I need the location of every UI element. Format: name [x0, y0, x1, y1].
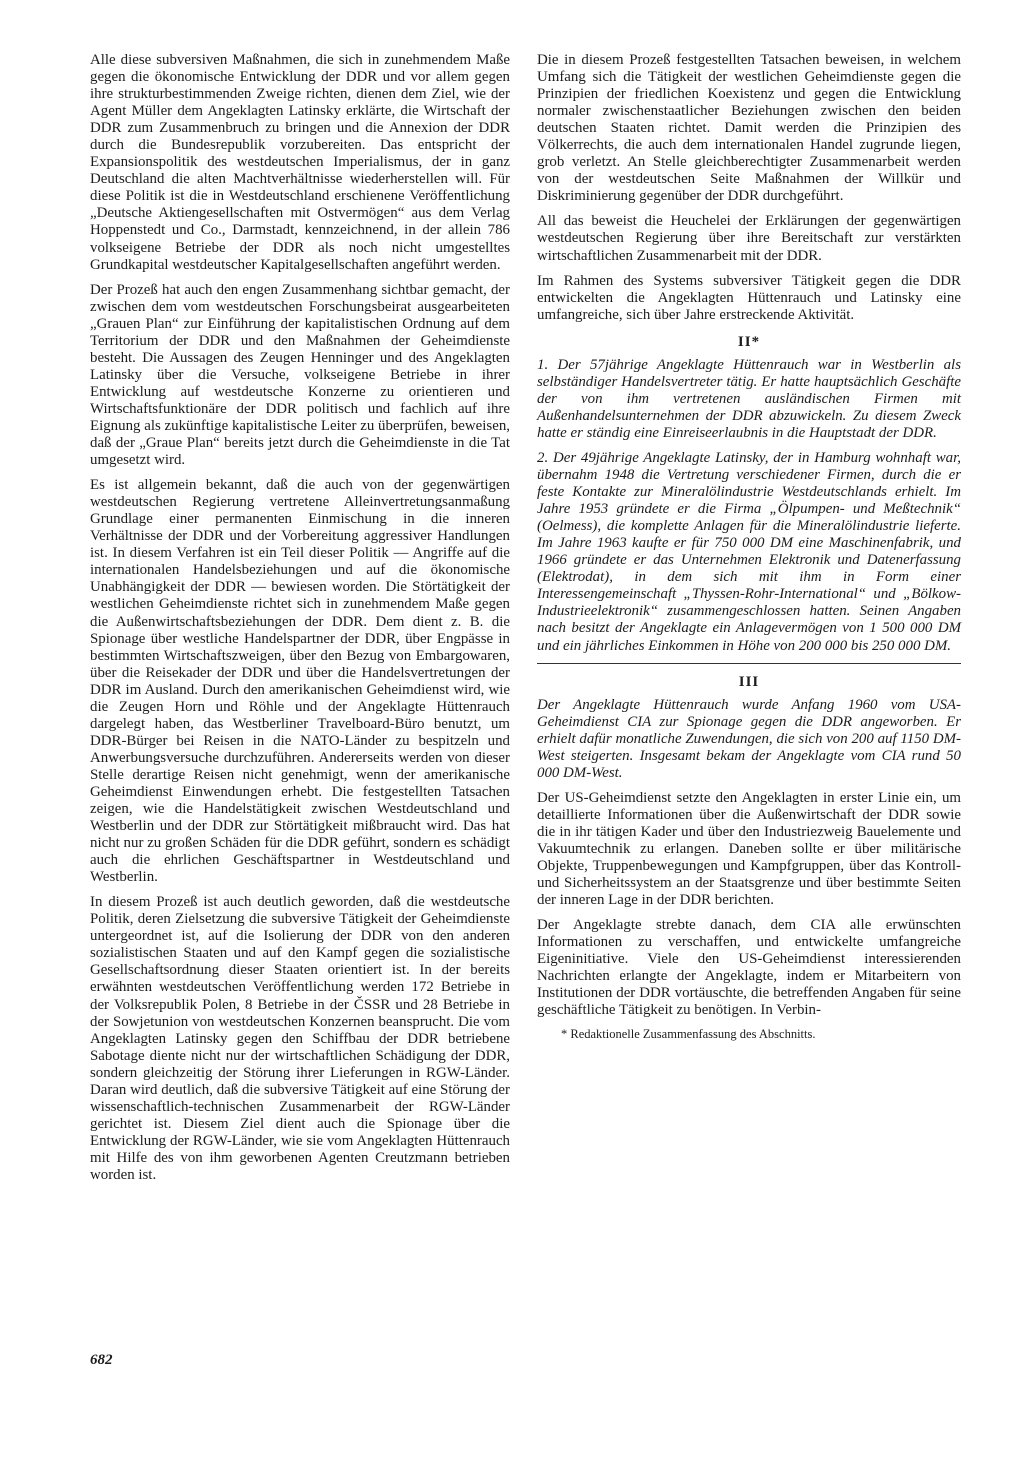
paragraph: Der Angeklagte strebte danach, dem CIA alle erwünschten Informationen zu verschaffen, und entwickelte umfangreiche Eigeninitiative. Viele den US-Geheimdienst interessierenden Nachrichten erlangte der Angeklagte, indem er Mitarbeitern von Institutionen der DDR vortäuschte, die betreffenden Angaben für seine geschäftliche Tätigkeit zu benötigen. In Verbin- — [537, 917, 961, 1019]
paragraph: All das beweist die Heuchelei der Erklärungen der gegenwärtigen westdeutschen Regierung über ihre Bereitschaft zur verstärkten wirtschaftlichen Zusammenarbeit mit der DDR. — [537, 213, 961, 264]
paragraph: Im Rahmen des Systems subversiver Tätigkeit gegen die DDR entwickelten die Angeklagten Hüttenrauch und Latinsky eine umfangreiche, sich über Jahre erstreckende Aktivität. — [537, 272, 961, 323]
section-heading-iii: III — [738, 673, 760, 690]
section-ii-item: 1. Der 57jährige Angeklagte Hüttenrauch war in Westberlin als selbständiger Handelsvertreter tätig. Er hatte hauptsächlich Geschäfte der von ihm vertretenen ausländischen Firmen mit Außenhandelsunternehmen der DDR abzuwickeln. Zu diesem Zweck hatte er ständig eine Einreiseerlaubnis in die Hauptstadt der DDR. — [537, 356, 961, 441]
footnote: * Redaktionelle Zusammenfassung des Abschnitts. — [561, 1027, 816, 1042]
section-ii-item: 2. Der 49jährige Angeklagte Latinsky, der in Hamburg wohnhaft war, übernahm 1948 die Vertretung verschiedener Firmen, durch die er feste Kontakte zur Mineralölindustrie Westdeutschlands erhielt. Im Jahre 1953 gründete er die Firma „Ölpumpen- und Meßtechnik“ (Oelmess), die komplette Anlagen für die Mineralölindustrie lieferte. Im Jahre 1963 kaufte er für 750 000 DM eine Maschinenfabrik, und 1966 gründete er das Unternehmen Elektronik und Datenerfassung (Elektrodat), in dem sich mit ihm in Form einer Interessengemeinschaft „Thyssen-Rohr-International“ und „Bölkow-Industrieelektronik“ zusammengeschlossen hatten. Seinen Angaben nach besitzt der Angeklagte ein Anlagevermögen von 1 500 000 DM und ein jährliches Einkommen in Höhe von 200 000 bis 250 000 DM. — [537, 449, 961, 654]
page-number: 682 — [90, 1352, 113, 1368]
paragraph: Es ist allgemein bekannt, daß die auch von der gegenwärtigen westdeutschen Regierung vertretene Alleinvertretungsanmaßung Grundlage einer permanenten Einmischung in die inneren Verhältnisse der DDR und der Vorbereitung aggressiver Handlungen ist. In diesem Verfahren ist ein Teil dieser Politik — Angriffe auf die internationalen Handelsbeziehungen und auf die ökonomische Unabhängigkeit der DDR — bewiesen worden. Die Störtätigkeit der westlichen Geheimdienste richtet sich in zunehmendem Maße gegen die Außenwirtschaftsbeziehungen der DDR. Dem dient z. B. die Spionage über westliche Handelspartner der DDR, über Engpässe in bestimmten Wirtschaftszweigen, über den Bezug von Embargowaren, über die Reisekader der DDR und über die Handelsvertretungen der DDR im Ausland. Durch den amerikanischen Geheimdienst wird, wie die Zeugen Horn und Röhle und der Angeklagte Hüttenrauch dargelegt haben, das Westberliner Travelboard-Büro benutzt, um DDR-Bürger bei Reisen in die NATO-Länder zu bespitzeln und Anwerbungsversuche durchzuführen. Andererseits werden von dieser Stelle derartige Reisen nicht genehmigt, wenn der amerikanische Geheimdienst Einwendungen erhebt. Die festgestellten Tatsachen zeigen, wie die Handelstätigkeit zwischen Westdeutschland und Westberlin und der DDR zur Störtätigkeit mißbraucht wird. Das hat nicht nur zu großen Schäden für die DDR geführt, sondern es schädigt auch die ehrlichen Geschäftspartner in Westdeutschland und Westberlin. — [90, 477, 510, 886]
section-heading-ii: II* — [737, 333, 761, 350]
paragraph: Die in diesem Prozeß festgestellten Tatsachen beweisen, in welchem Umfang sich die Tätigkeit der westlichen Geheimdienste gegen die Prinzipien der friedlichen Koexistenz und gegen die Entwicklung normaler zwischenstaatlicher Beziehungen zwischen den beiden deutschen Staaten richtet. Damit werden die Prinzipien des Völkerrechts, die auch dem internationalen Handel zugrunde liegen, grob verletzt. An Stelle gleichberechtigter Zusammenarbeit werden von der westdeutschen Seite Maßnahmen der Willkür und Diskriminierung gegenüber der DDR durchgeführt. — [537, 52, 961, 205]
section-divider — [537, 663, 961, 664]
paragraph: Der Prozeß hat auch den engen Zusammenhang sichtbar gemacht, der zwischen dem vom westdeutschen Forschungsbeirat ausgearbeiteten „Grauen Plan“ zur Einführung der kapitalistischen Ordnung auf dem Territorium der DDR und den Maßnahmen der Geheimdienste besteht. Die Aussagen des Zeugen Henninger und des Angeklagten Latinsky über die Versuche, volkseigene Betriebe in ihrer Entwicklung auf westdeutsche Konzerne zu orientieren und Wirtschaftsfunktionäre der DDR politisch und fachlich auf ihre Eignung als zukünftige kapitalistische Leiter zu überprüfen, beweisen, daß der „Graue Plan“ bereits jetzt durch die Geheimdienste in die Tat umgesetzt wird. — [90, 281, 510, 469]
section-iii-intro: Der Angeklagte Hüttenrauch wurde Anfang 1960 vom USA-Geheimdienst CIA zur Spionage gegen die DDR angeworben. Er erhielt dafür monatliche Zuwendungen, die sich von 200 auf 1150 DM-West steigerten. Insgesamt bekam der Angeklagte vom CIA rund 50 000 DM-West. — [537, 696, 961, 781]
left-column — [90, 52, 510, 1192]
paragraph: Der US-Geheimdienst setzte den Angeklagten in erster Linie ein, um detaillierte Informationen über die Außenwirtschaft der DDR sowie die in ihr tätigen Kader und über den Industriezweig Bauelemente und Vakuumtechnik zu erlangen. Daneben sollte er über militärische Objekte, Truppenbewegungen und Kampfgruppen, über das Kontroll- und Sicherheitssystem an der Staatsgrenze und über bestimmte Seiten der inneren Lage in der DDR berichten. — [537, 789, 961, 909]
paragraph: Alle diese subversiven Maßnahmen, die sich in zunehmendem Maße gegen die ökonomische Entwicklung der DDR und vor allem gegen ihre strukturbestimmenden Zweige richten, dienen dem Ziel, wie der Agent Müller dem Angeklagten Latinsky erklärte, die Wirtschaft der DDR zum Zusammenbruch zu bringen und die Annexion der DDR durch die Bundesrepublik vorzubereiten. Das entspricht der Expansionspolitik des westdeutschen Imperialismus, der in ganz Deutschland die alten Machtverhältnisse wiederherstellen will. Für diese Politik ist die in Westdeutschland erschienene Veröffentlichung „Deutsche Aktiengesellschaften mit Ostvermögen“ aus dem Verlag Hoppenstedt und Co., Darmstadt, kennzeichnend, in der allein 786 volkseigene Betriebe der DDR als noch nicht umgestelltes Grundkapital westdeutscher Kapitalgesellschaften angeführt werden. — [90, 52, 510, 273]
paragraph: In diesem Prozeß ist auch deutlich geworden, daß die westdeutsche Politik, deren Zielsetzung die subversive Tätigkeit der Geheimdienste untergeordnet ist, auf die Isolierung der DDR von den anderen sozialistischen Staaten und auf den Kampf gegen die sozialistische Gesellschaftsordnung dieser Staaten orientiert ist. In der bereits erwähnten westdeutschen Veröffentlichung werden 172 Betriebe in der Volksrepublik Polen, 8 Betriebe in der ČSSR und 28 Betriebe in der Sowjetunion von westdeutschen Konzernen beansprucht. Die vom Angeklagten Latinsky gegen den Schiffbau der DDR betriebene Sabotage diente nicht nur der wirtschaftlichen Schädigung der DDR, sondern gleichzeitig der Störung ihrer Lieferungen in RGW-Länder. Daran wird deutlich, daß die subversive Tätigkeit auf eine Störung der wissenschaftlich-technischen Zusammenarbeit der RGW-Länder gerichtet ist. Diesem Ziel dient auch die Spionage über die Entwicklung der RGW-Länder, wie sie vom Angeklagten Hüttenrauch mit Hilfe des von ihm geworbenen Agenten Creutzmann betrieben worden ist. — [90, 894, 510, 1183]
right-column — [537, 52, 961, 1042]
